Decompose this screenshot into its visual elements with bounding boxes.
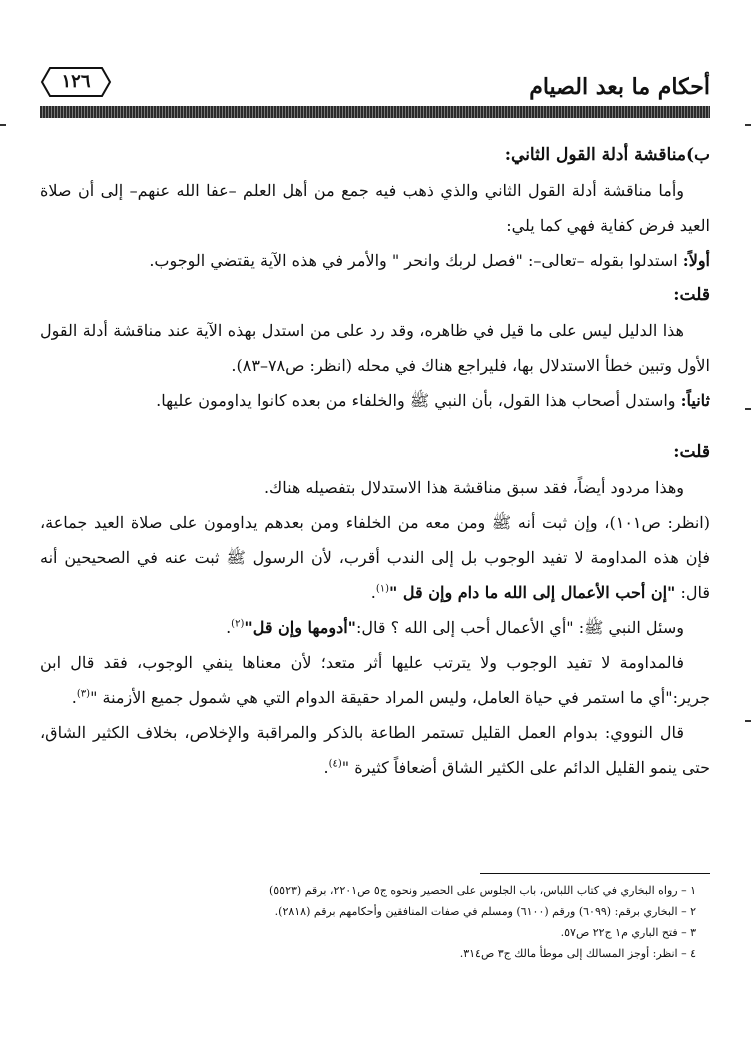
second-label: ثانياً: bbox=[680, 391, 710, 410]
first-text: استدلوا بقوله –تعالى–: "فصل لربك وانحر " والأمر في هذه الآية يقتضي الوجوب. bbox=[149, 251, 683, 270]
hadith-quote-2: "أدومها وإن قل" bbox=[244, 618, 356, 637]
section-heading: ب)مناقشة أدلة القول الثاني: bbox=[504, 145, 710, 165]
p5-text: وسئل النبي ﷺ: "أي الأعمال أحب إلى الله ؟ قال: bbox=[355, 618, 684, 637]
footnote-1: ١ – رواه البخاري في كتاب اللباس، باب الجلوس على الحصير ونحوه ج٥ ص٢٢٠١، برقم (٥٥٢٣) bbox=[268, 884, 696, 897]
first-label: أولاً: bbox=[682, 251, 710, 270]
footnotes bbox=[40, 880, 710, 964]
paragraph-nawawi: قال النووي: بدوام العمل القليل تستمر الطاعة بالذكر والمراقبة والإخلاص، بخلاف الكثير الشاق، حتى ينمو القليل الدائم على الكثير الشاق أضعافاً كثيرة "$^{(٤)}$. bbox=[40, 723, 710, 777]
paragraph-second-evidence bbox=[40, 383, 710, 418]
page-header bbox=[40, 60, 710, 118]
scan-edge-mark bbox=[745, 408, 751, 410]
header-rule bbox=[40, 106, 710, 118]
footnote-4: ٤ – انظر: أوجز المسالك إلى موطأ مالك ج٣ ص٣١٤. bbox=[459, 947, 696, 960]
paragraph-hadith-2: وسئل النبي ﷺ: "أي الأعمال أحب إلى الله ؟ قال:"أدومها وإن قل"$^{(٢)}$. bbox=[226, 618, 684, 637]
footnote-divider bbox=[480, 873, 710, 874]
p7-text: قال النووي: بدوام العمل القليل تستمر الطاعة بالذكر والمراقبة والإخلاص، بخلاف الكثير الشاق، حتى ينمو القليل الدائم على الكثير الشاق أضعافاً كثيرة " bbox=[40, 723, 710, 777]
paragraph-response-2: وهذا مردود أيضاً، فقد سبق مناقشة هذا الاستدلال بتفصيله هناك. bbox=[263, 478, 684, 497]
second-text: واستدل أصحاب هذا القول، بأن النبي ﷺ والخلفاء من بعده كانوا يداومون عليها. bbox=[156, 391, 681, 410]
scan-edge-mark bbox=[745, 720, 751, 722]
qult-heading-2: قلت: bbox=[673, 442, 710, 462]
p6-text: فالمداومة لا تفيد الوجوب ولا يترتب عليها أثر متعد؛ لأن معناها ينفي الوجوب، فقد قال ابن جرير:"أي ما استمر في حياة العامل، وليس المراد حقيقة الدوام التي هي شمول جميع الأزمنة " bbox=[40, 653, 710, 707]
hadith-quote-1: "إن أحب الأعمال إلى الله ما دام وإن قل " bbox=[389, 583, 676, 602]
paragraph-first-evidence bbox=[40, 243, 710, 278]
footnote-ref-2: (٢) bbox=[231, 618, 245, 630]
footnote-ref-3: (٣) bbox=[76, 688, 91, 700]
page-number-badge bbox=[40, 66, 112, 98]
footnote-ref-4: (٤) bbox=[328, 758, 342, 770]
page-number: ١٢٦ bbox=[61, 71, 91, 92]
paragraph-response-1: هذا الدليل ليس على ما قيل في ظاهره، وقد رد على من استدل بهذه الآية عند مناقشة أدلة القول الأول وتبين خطأ الاستدلال بها، فليراجع هناك في محله (انظر: ص٧٨–٨٣). bbox=[40, 321, 710, 375]
scan-edge-mark bbox=[0, 124, 6, 126]
p4-text: (انظر: ص١٠١)، وإن ثبت أنه ﷺ ومن معه من الخلفاء ومن بعدهم يداومون على صلاة العيد جماعة، فإن هذه المداومة لا تفيد الوجوب بل إلى الندب أقرب، لأن الرسول ﷺ ثبت عنه في الصحيحين أنه قال: bbox=[40, 513, 710, 602]
paragraph-ibn-jarir: فالمداومة لا تفيد الوجوب ولا يترتب عليها أثر متعد؛ لأن معناها ينفي الوجوب، فقد قال ابن جرير:"أي ما استمر في حياة العامل، وليس المراد حقيقة الدوام التي هي شمول جميع الأزمنة "$^{(٣)}$. bbox=[40, 653, 710, 707]
qult-heading-1: قلت: bbox=[673, 285, 710, 305]
paragraph-intro: وأما مناقشة أدلة القول الثاني والذي ذهب فيه جمع من أهل العلم –عفا الله عنهم– إلى أن صلاة العيد فرض كفاية فهي كما يلي: bbox=[40, 181, 710, 235]
scan-edge-mark bbox=[745, 124, 751, 126]
footnote-3: ٣ – فتح الباري م١ ج٢٢ ص٥٧. bbox=[560, 926, 696, 939]
page-body bbox=[40, 138, 710, 785]
paragraph-hadith-1: (انظر: ص١٠١)، وإن ثبت أنه ﷺ ومن معه من الخلفاء ومن بعدهم يداومون على صلاة العيد جماعة، فإن هذه المداومة لا تفيد الوجوب بل إلى الندب أقرب، لأن الرسول ﷺ ثبت عنه في الصحيحين أنه قال: "إن أحب الأعمال إلى الله ما دام وإن قل "$^{(١)}$. bbox=[40, 513, 710, 602]
footnote-ref-1: (١) bbox=[375, 583, 389, 595]
footnote-2: ٢ – البخاري برقم: (٦٠٩٩) ورقم (٦١٠٠) ومسلم في صفات المنافقين وأحكامهم برقم (٢٨١٨). bbox=[274, 905, 696, 918]
book-title: أحكام ما بعد الصيام bbox=[529, 74, 710, 100]
